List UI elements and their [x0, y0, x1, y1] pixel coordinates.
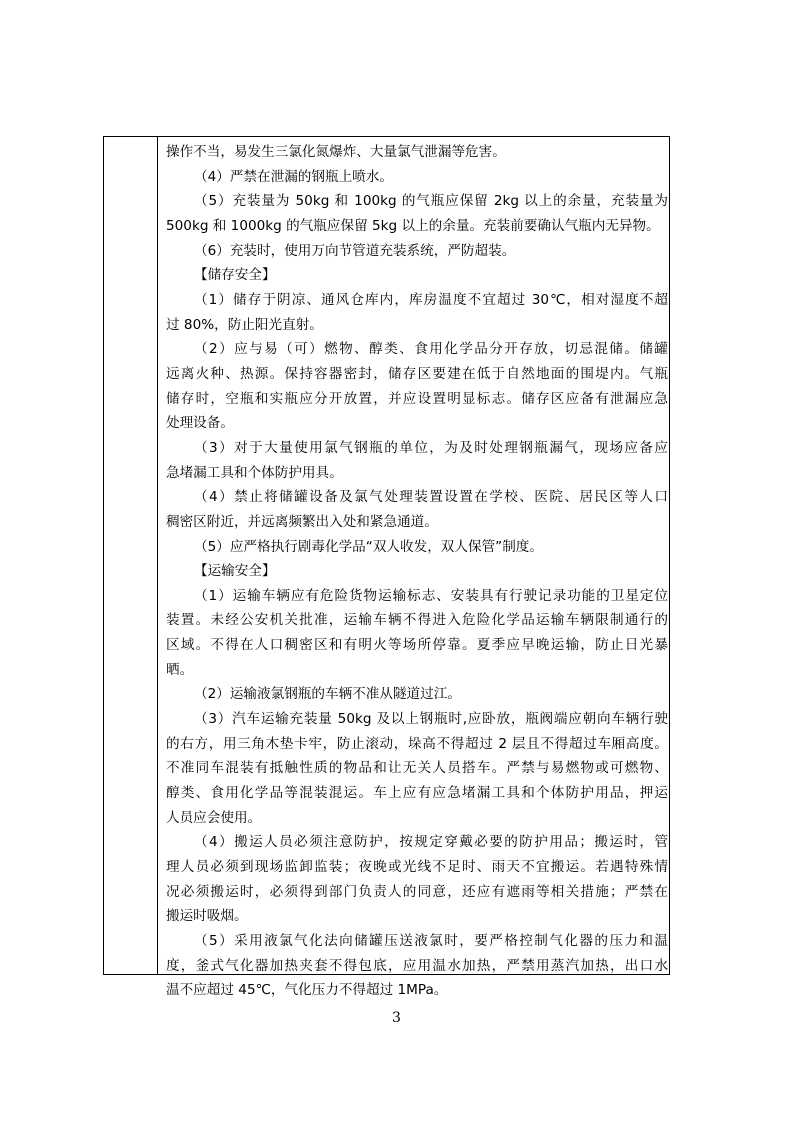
paragraph-line: 过 80%，防止阳光直射。 [166, 316, 323, 333]
paragraph-line: （3）对于大量使用氯气钢瓶的单位，为及时处理钢瓶漏气，现场应备应 [194, 439, 668, 456]
paragraph-line: （6）充装时，使用万向节管道充装系统，严防超装。 [194, 242, 516, 259]
paragraph-line: 不准同车混装有抵触性质的物品和让无关人员搭车。严禁与易燃物或可燃物、 [166, 760, 668, 777]
paragraph-line: 温不应超过 45℃，气化压力不得超过 1MPa。 [166, 982, 448, 999]
paragraph-line: （1）运输车辆应有危险货物运输标志、安装具有行驶记录功能的卫星定位 [194, 587, 668, 604]
content-table [103, 136, 670, 999]
paragraph-line: 况必须搬运时，必须得到部门负责人的同意，还应有遮雨等相关措施；严禁在 [166, 883, 668, 900]
paragraph-line: 远离火种、热源。保持容器密封，储存区要建在低于自然地面的围堤内。气瓶 [166, 365, 668, 382]
paragraph-line: （5）应严格执行剧毒化学品“双人收发，双人保管”制度。 [194, 538, 543, 555]
paragraph-line: 区域。不得在人口稠密区和有明火等场所停靠。夏季应早晚运输，防止日光暴 [166, 637, 668, 654]
page-number: 3 [392, 1010, 401, 1026]
paragraph-line: （4）严禁在泄漏的钢瓶上喷水。 [194, 168, 393, 185]
table-left-column [104, 137, 158, 974]
paragraph-line: 【运输安全】 [194, 563, 276, 580]
paragraph-line: （4）搬运人员必须注意防护，按规定穿戴必要的防护用品；搬运时，管 [194, 834, 668, 851]
paragraph-line: （5）充装量为 50kg 和 100kg 的气瓶应保留 2kg 以上的余量，充装量为 [194, 193, 668, 210]
paragraph-line: 操作不当，易发生三氯化氮爆炸、大量氯气泄漏等危害。 [166, 144, 506, 160]
paragraph-line: （1）储存于阴凉、通风仓库内，库房温度不宜超过 30℃，相对湿度不超 [194, 291, 668, 308]
paragraph-line: （3）汽车运输充装量 50kg 及以上钢瓶时,应卧放，瓶阀端应朝向车辆行驶 [194, 711, 668, 728]
paragraph-line: 500kg 和 1000kg 的气瓶应保留 5kg 以上的余量。充装前要确认气瓶内无异物。 [166, 217, 660, 234]
paragraph-line: 急堵漏工具和个体防护用具。 [166, 464, 343, 481]
paragraph-line: （2）运输液氯钢瓶的车辆不准从隧道过江。 [194, 686, 461, 703]
table-content-cell [166, 140, 668, 1003]
paragraph-line: 度，釜式气化器加热夹套不得包底，应用温水加热，严禁用蒸汽加热，出口水 [166, 957, 668, 974]
paragraph-line: 储存时，空瓶和实瓶应分开放置，并应设置明显标志。储存区应备有泄漏应急 [166, 390, 668, 407]
paragraph-line: 搬运时吸烟。 [166, 908, 248, 925]
paragraph-line: 醇类、食用化学品等混装混运。车上应有应急堵漏工具和个体防护用品，押运 [166, 785, 668, 802]
paragraph-line: 理人员必须到现场监卸监装；夜晚或光线不足时、雨天不宜搬运。若遇特殊情 [166, 859, 668, 876]
paragraph-line: 【储存安全】 [194, 267, 276, 284]
paragraph-line: 人员应会使用。 [166, 809, 262, 826]
paragraph-line: 晒。 [166, 661, 194, 678]
paragraph-line: （5）采用液氯气化法向储罐压送液氯时，要严格控制气化器的压力和温 [194, 933, 668, 949]
paragraph-line: 的右方，用三角木垫卡牢，防止滚动，垛高不得超过 2 层且不得超过车厢高度。 [166, 735, 668, 752]
paragraph-line: 装置。未经公安机关批准，运输车辆不得进入危险化学品运输车辆限制通行的 [166, 612, 668, 629]
paragraph-line: 处理设备。 [166, 415, 234, 432]
paragraph-line: （2）应与易（可）燃物、醇类、食用化学品分开存放，切忌混储。储罐 [194, 341, 668, 358]
paragraph-line: （4）禁止将储罐设备及氯气处理装置设置在学校、医院、居民区等人口 [194, 489, 668, 506]
paragraph-line: 稠密区附近，并远离频繁出入处和紧急通道。 [166, 513, 438, 530]
